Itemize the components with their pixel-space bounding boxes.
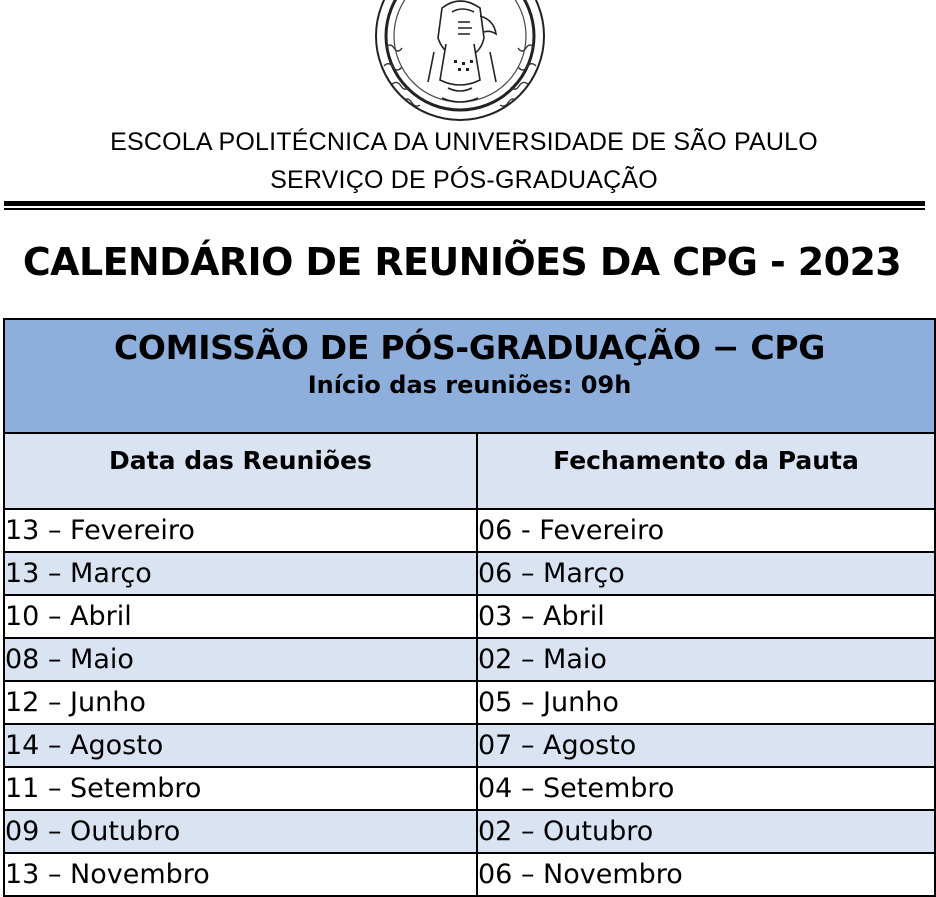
agenda-closing-cell: 04 – Setembro — [477, 767, 935, 810]
table-row — [4, 595, 935, 638]
table-row — [4, 552, 935, 595]
department-name: SERVIÇO DE PÓS-GRADUAÇÃO — [270, 166, 658, 194]
table-row — [4, 638, 935, 681]
column-header-agenda-closing-label: Fechamento da Pauta — [553, 446, 859, 475]
column-header-meeting-date — [4, 433, 477, 509]
table-row — [4, 724, 935, 767]
meeting-date-cell: 12 – Junho — [4, 681, 477, 724]
table-row — [4, 853, 935, 896]
agenda-closing-cell: 02 – Outubro — [477, 810, 935, 853]
column-header-row — [4, 433, 935, 509]
table-row — [4, 767, 935, 810]
table-title-cell — [4, 319, 935, 433]
column-header-meeting-date-label: Data das Reuniões — [109, 446, 372, 475]
meeting-schedule-table — [3, 318, 936, 897]
agenda-closing-cell: 07 – Agosto — [477, 724, 935, 767]
table-title-row — [4, 319, 935, 433]
agenda-closing-cell: 03 – Abril — [477, 595, 935, 638]
meeting-date-cell: 13 – Novembro — [4, 853, 477, 896]
table-row — [4, 681, 935, 724]
agenda-closing-cell: 06 – Março — [477, 552, 935, 595]
escola-politecnica-seal-icon — [372, 0, 548, 124]
table-row — [4, 509, 935, 552]
agenda-closing-cell: 02 – Maio — [477, 638, 935, 681]
meeting-date-cell: 10 – Abril — [4, 595, 477, 638]
agenda-closing-cell: 06 - Fevereiro — [477, 509, 935, 552]
meeting-date-cell: 13 – Março — [4, 552, 477, 595]
meeting-date-cell: 11 – Setembro — [4, 767, 477, 810]
column-header-agenda-closing — [477, 433, 935, 509]
meeting-start-time: Início das reuniões: 09h — [307, 371, 632, 399]
document-title: CALENDÁRIO DE REUNIÕES DA CPG - 2023 — [22, 240, 902, 284]
table-row — [4, 810, 935, 853]
agenda-closing-cell: 06 – Novembro — [477, 853, 935, 896]
meeting-date-cell: 13 – Fevereiro — [4, 509, 477, 552]
meeting-date-cell: 08 – Maio — [4, 638, 477, 681]
header-divider-thin — [4, 208, 925, 210]
committee-name: COMISSÃO DE PÓS-GRADUAÇÃO − CPG — [113, 328, 826, 367]
agenda-closing-cell: 05 – Junho — [477, 681, 935, 724]
meeting-date-cell: 14 – Agosto — [4, 724, 477, 767]
header-divider-thick — [4, 201, 925, 206]
institution-name: ESCOLA POLITÉCNICA DA UNIVERSIDADE DE SÃO PAULO — [110, 128, 818, 156]
meeting-date-cell: 09 – Outubro — [4, 810, 477, 853]
